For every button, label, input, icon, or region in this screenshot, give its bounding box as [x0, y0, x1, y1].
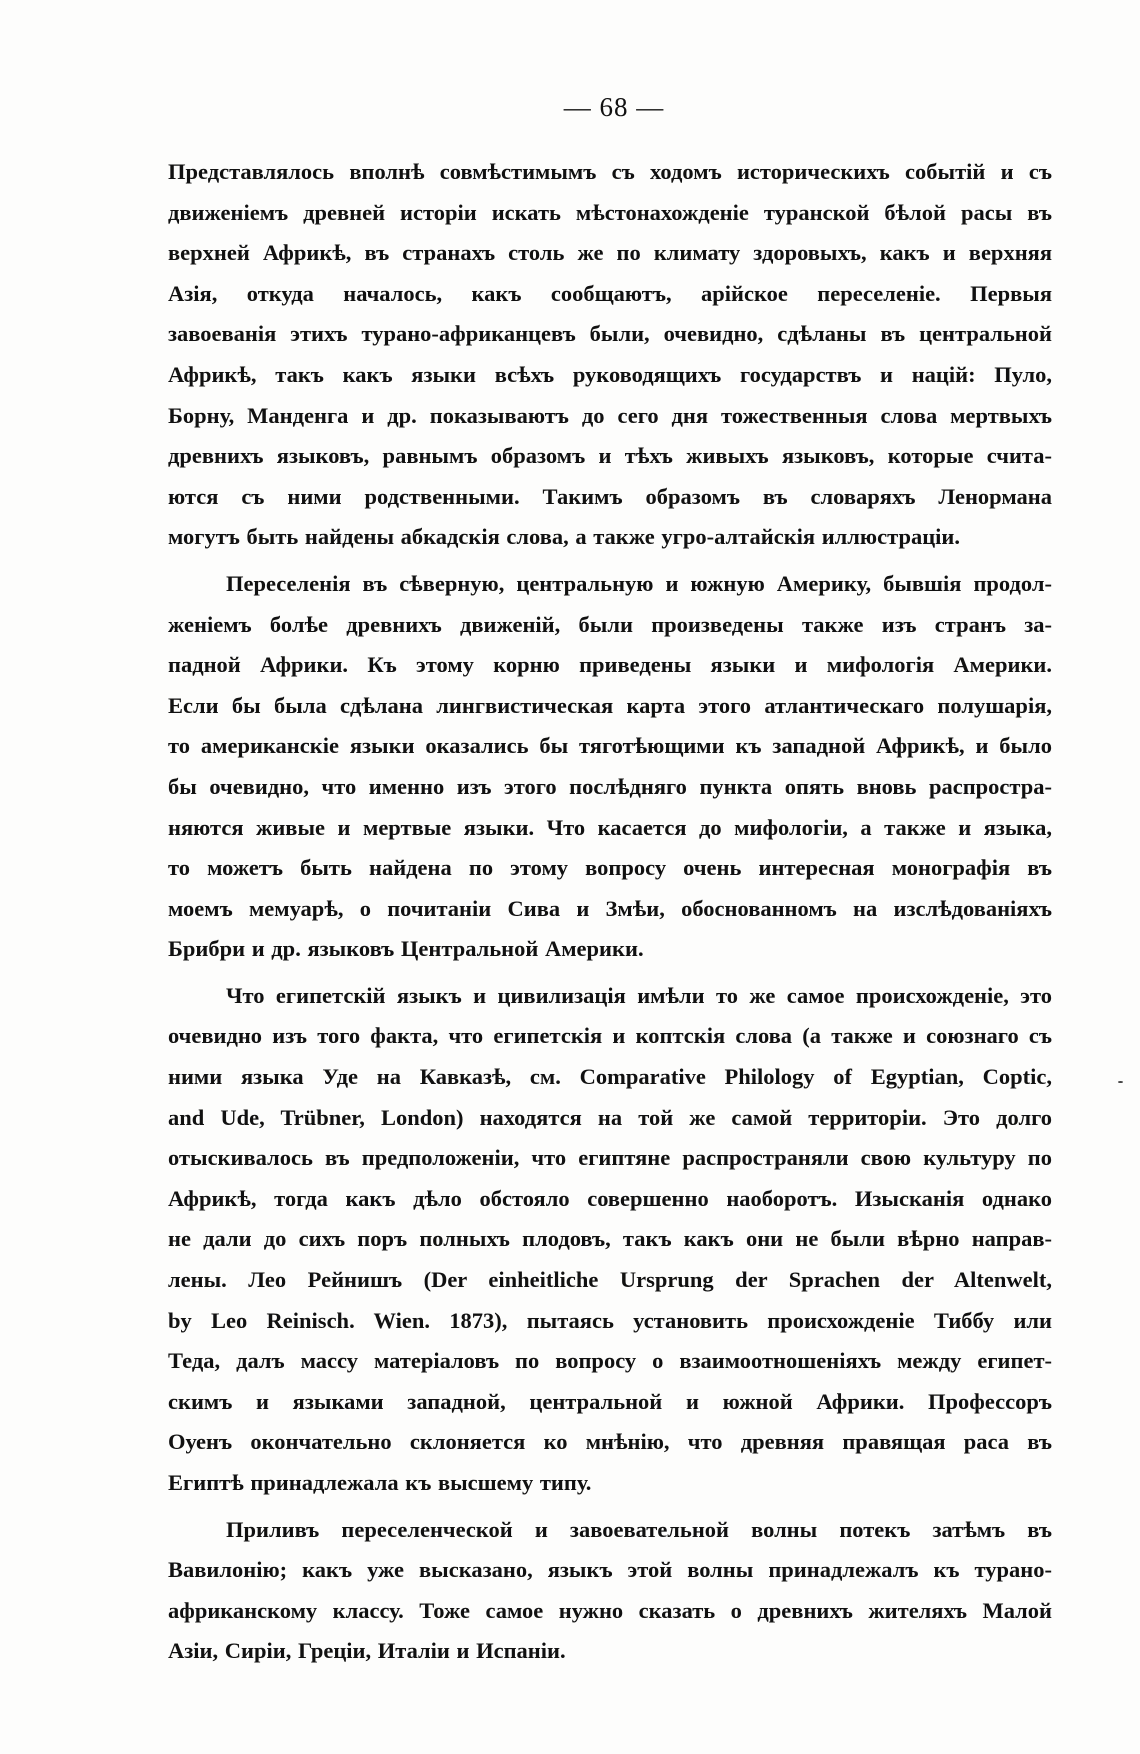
- text-line: движеніемъ древней исторіи искать мѣстонахожденіе туранской бѣлой расы въ: [168, 199, 1052, 225]
- text-line: Оуенъ окончательно склоняется ко мнѣнію, что древняя правящая раса въ: [168, 1429, 1052, 1455]
- page-number: — 68 —: [563, 92, 665, 122]
- text-line: ются съ ними родственными. Такимъ образомъ въ словаряхъ Ленормана: [168, 483, 1052, 509]
- text-line: Теда, далъ массу матеріаловъ по вопросу о взаимоотношеніяхъ между египет-: [168, 1348, 1052, 1374]
- paragraph-1: [168, 152, 1052, 558]
- text-line: ними языка Уде на Кавказѣ, см. Comparative Philology of Egyptian, Coptic,: [168, 1064, 1052, 1090]
- text-line: бы очевидно, что именно изъ этого послѣдняго пункта опять вновь распростра-: [168, 773, 1052, 799]
- text-line: отыскивалось въ предположеніи, что египтяне распространяли свою культуру по: [168, 1145, 1052, 1171]
- text-line: Африкѣ, тогда какъ дѣло обстояло совершенно наоборотъ. Изысканія однако: [168, 1185, 1052, 1211]
- text-line: Переселенія въ сѣверную, центральную и южную Америку, бывшія продол-: [226, 570, 1052, 596]
- text-line: африканскому классу. Тоже самое нужно сказать о древнихъ жителяхъ Малой: [168, 1597, 1052, 1623]
- text-line: очевидно изъ того факта, что египетскія и коптскія слова (а также и союзнаго съ: [168, 1023, 1052, 1049]
- text-line: древнихъ языковъ, равнымъ образомъ и тѣхъ живыхъ языковъ, которые счита-: [168, 443, 1052, 469]
- text-line: Брибри и др. языковъ Центральной Америки.: [168, 936, 644, 962]
- text-line: падной Африки. Къ этому корню приведены языки и мифологія Америки.: [168, 652, 1052, 678]
- text-line: не дали до сихъ поръ полныхъ плодовъ, такъ какъ они не были вѣрно направ-: [168, 1226, 1052, 1252]
- paragraph-4: [168, 1510, 1052, 1672]
- text-line: Представлялось вполнѣ совмѣстимымъ съ ходомъ историческихъ событій и съ: [168, 159, 1052, 184]
- text-line: Борну, Манденга и др. показываютъ до сего дня тожественныя слова мертвыхъ: [168, 402, 1052, 428]
- text-line: то можетъ быть найдена по этому вопросу очень интересная монографія въ: [168, 855, 1052, 881]
- text-line: Вавилонію; какъ уже высказано, языкъ этой волны принадлежалъ къ турано-: [168, 1557, 1052, 1583]
- text-line: могутъ быть найдены абкадскія слова, а также угро-алтайскія иллюстраціи.: [168, 524, 961, 550]
- scan-speck: [1118, 1081, 1123, 1083]
- text-line: Азія, откуда началось, какъ сообщаютъ, арійское переселеніе. Первыя: [168, 280, 1052, 306]
- text-line: by Leo Reinisch. Wien. 1873), пытаясь установить происхожденіе Тиббу или: [168, 1307, 1052, 1333]
- text-line: верхней Африкѣ, въ странахъ столь же по климату здоровыхъ, какъ и верхняя: [168, 240, 1052, 266]
- text-line: Если бы была сдѣлана лингвистическая карта этого атлантическаго полушарія,: [168, 692, 1052, 718]
- text-line: женіемъ болѣе древнихъ движеній, были произведены также изъ странъ за-: [168, 611, 1052, 637]
- text-line: завоеванія этихъ турано-африканцевъ были, очевидно, сдѣланы въ центральной: [168, 321, 1052, 347]
- paragraph-3: [168, 976, 1052, 1504]
- text-line: Что египетскій языкъ и цивилизація имѣли то же самое происхожденіе, это: [226, 982, 1052, 1008]
- text-line: моемъ мемуарѣ, о почитаніи Сива и Змѣи, обоснованномъ на изслѣдованіяхъ: [168, 895, 1052, 921]
- text-line: Азіи, Сиріи, Греціи, Италіи и Испаніи.: [168, 1638, 566, 1664]
- text-line: and Ude, Trübner, London) находятся на той же самой территоріи. Это долго: [168, 1104, 1052, 1130]
- text-line: то американскіе языки оказались бы тяготѣющими къ западной Африкѣ, и было: [168, 733, 1052, 759]
- text-line: Приливъ переселенческой и завоевательной волны потекъ затѣмъ въ: [226, 1516, 1052, 1542]
- text-line: Египтѣ принадлежала къ высшему типу.: [168, 1470, 592, 1495]
- text-line: скимъ и языками западной, центральной и южной Африки. Профессоръ: [168, 1388, 1052, 1414]
- text-line: Африкѣ, такъ какъ языки всѣхъ руководящихъ государствъ и націй: Пуло,: [168, 361, 1052, 387]
- text-line: лены. Лео Рейнишъ (Der einheitliche Ursprung der Sprachen der Altenwelt,: [168, 1267, 1052, 1293]
- paragraph-2: [168, 564, 1052, 970]
- text-line: няются живые и мертвые языки. Что касается до мифологіи, а также и языка,: [168, 814, 1052, 840]
- body-text: [168, 152, 1052, 1672]
